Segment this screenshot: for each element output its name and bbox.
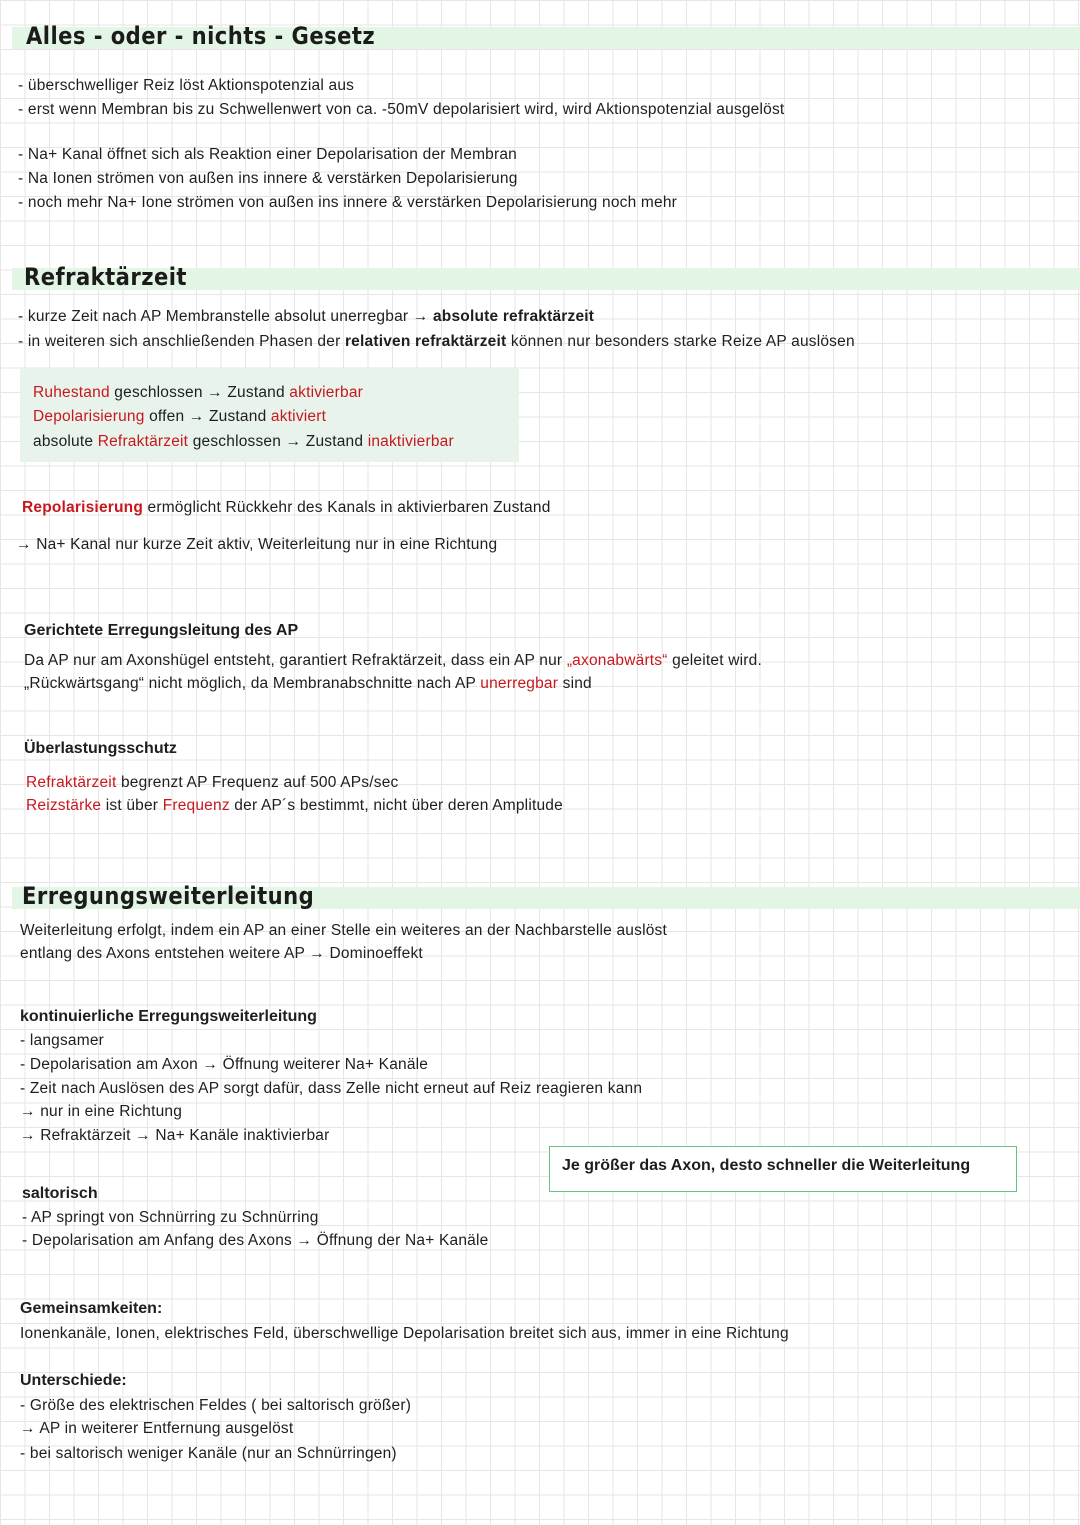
subheading-saltorisch: saltorisch <box>22 1185 98 1202</box>
text-span: sind <box>562 675 592 692</box>
state-row-ruhestand <box>33 381 363 405</box>
section-title-alles-oder-nichts: Alles - oder - nichts - Gesetz <box>26 22 376 50</box>
text-span: geschlossen → Zustand <box>192 433 364 450</box>
list-item: - AP springt von Schnürring zu Schnürring <box>22 1209 319 1226</box>
red-term: „axonabwärts“ <box>566 652 668 669</box>
red-term: aktiviert <box>270 408 327 425</box>
text-span: geleitet wird. <box>672 652 762 669</box>
text-span: können nur besonders starke Reize AP auslösen <box>510 333 855 350</box>
text-span: ermöglicht Rückkehr des Kanals in aktivierbaren Zustand <box>147 499 551 516</box>
red-term: unerregbar <box>480 675 559 692</box>
list-item: → AP in weiterer Entfernung ausgelöst <box>20 1420 294 1437</box>
text-span: absolute <box>33 433 94 450</box>
text-span: ist über <box>105 797 159 814</box>
red-term: Ruhestand <box>33 384 110 401</box>
list-item: → Refraktärzeit → Na+ Kanäle inaktivierbar <box>20 1127 330 1144</box>
list-item: - langsamer <box>20 1032 105 1049</box>
state-row-depolarisierung <box>33 405 326 429</box>
text-line: - noch mehr Na+ Ione strömen von außen ins innere & verstärken Depolarisierung noch mehr <box>18 194 678 211</box>
text-span: geschlossen → Zustand <box>114 384 285 401</box>
text-line: - erst wenn Membran bis zu Schwellenwert von ca. -50mV depolarisiert wird, wird Aktionspotenzial ausgelöst <box>18 101 785 118</box>
red-term: Depolarisierung <box>33 408 145 425</box>
text-span: - kurze Zeit nach AP Membranstelle absolut unerregbar → <box>18 308 429 325</box>
text-line: - Na+ Kanal öffnet sich als Reaktion einer Depolarisation der Membran <box>18 146 518 163</box>
text-line: Ionenkanäle, Ionen, elektrisches Feld, überschwellige Depolarisation breitet sich aus, immer in eine Richtung <box>20 1325 789 1342</box>
red-term: Frequenz <box>162 797 230 814</box>
text-span: Da AP nur am Axonshügel entsteht, garantiert Refraktärzeit, dass ein AP nur <box>24 652 563 669</box>
red-term: aktivierbar <box>289 384 363 401</box>
bold-term: absolute refraktärzeit <box>432 308 595 325</box>
subheading-unterschiede: Unterschiede: <box>20 1372 127 1389</box>
section-title-erregungsweiterleitung: Erregungsweiterleitung <box>22 882 315 910</box>
text-line: → Na+ Kanal nur kurze Zeit aktiv, Weiterleitung nur in eine Richtung <box>16 536 498 553</box>
list-item: - Depolarisation am Anfang des Axons → Öffnung der Na+ Kanäle <box>22 1232 489 1249</box>
list-item: - bei saltorisch weniger Kanäle (nur an Schnürringen) <box>20 1445 397 1462</box>
red-term: Repolarisierung <box>22 499 143 516</box>
bold-term: relativen refraktärzeit <box>344 333 507 350</box>
text-line: entlang des Axons entstehen weitere AP → Dominoeffekt <box>20 945 423 962</box>
text-span: der AP´s bestimmt, nicht über deren Amplitude <box>234 797 563 814</box>
red-term: Reizstärke <box>26 797 102 814</box>
text-span: „Rückwärtsgang“ nicht möglich, da Membranabschnitte nach AP <box>24 675 476 692</box>
repolarisierung-line <box>22 496 551 520</box>
list-item: - Zeit nach Auslösen des AP sorgt dafür, dass Zelle nicht erneut auf Reiz reagieren kann <box>20 1080 643 1097</box>
text-line: Weiterleitung erfolgt, indem ein AP an einer Stelle ein weiteres an der Nachbarstelle auslöst <box>20 922 667 939</box>
red-term: Refraktärzeit <box>26 774 117 791</box>
text-line <box>26 794 563 818</box>
text-line <box>18 330 855 354</box>
text-line: - Na Ionen strömen von außen ins innere & verstärken Depolarisierung <box>18 170 518 187</box>
text-line: - überschwelliger Reiz löst Aktionspotenzial aus <box>18 77 355 94</box>
text-line <box>24 649 762 673</box>
text-span: begrenzt AP Frequenz auf 500 APs/sec <box>120 774 399 791</box>
subheading-gerichtete-erregungsleitung: Gerichtete Erregungsleitung des AP <box>24 622 299 639</box>
list-item: → nur in eine Richtung <box>20 1103 183 1120</box>
red-term: inaktivierbar <box>367 433 454 450</box>
section-title-refraktaerzeit: Refraktärzeit <box>24 263 187 291</box>
subheading-kontinuierlich: kontinuierliche Erregungsweiterleitung <box>20 1008 317 1025</box>
text-line <box>18 305 594 329</box>
state-row-refraktaerzeit <box>33 430 454 454</box>
list-item: - Depolarisation am Axon → Öffnung weiterer Na+ Kanäle <box>20 1056 429 1073</box>
text-line <box>24 672 592 696</box>
callout-text: Je größer das Axon, desto schneller die Weiterleitung <box>562 1157 971 1174</box>
red-term: Refraktärzeit <box>97 433 189 450</box>
subheading-ueberlastungsschutz: Überlastungsschutz <box>24 740 177 757</box>
list-item: - Größe des elektrischen Feldes ( bei saltorisch größer) <box>20 1397 412 1414</box>
text-span: offen → Zustand <box>149 408 267 425</box>
text-line <box>26 771 398 795</box>
subheading-gemeinsamkeiten: Gemeinsamkeiten: <box>20 1300 163 1317</box>
text-span: - in weiteren sich anschließenden Phasen der <box>18 333 341 350</box>
